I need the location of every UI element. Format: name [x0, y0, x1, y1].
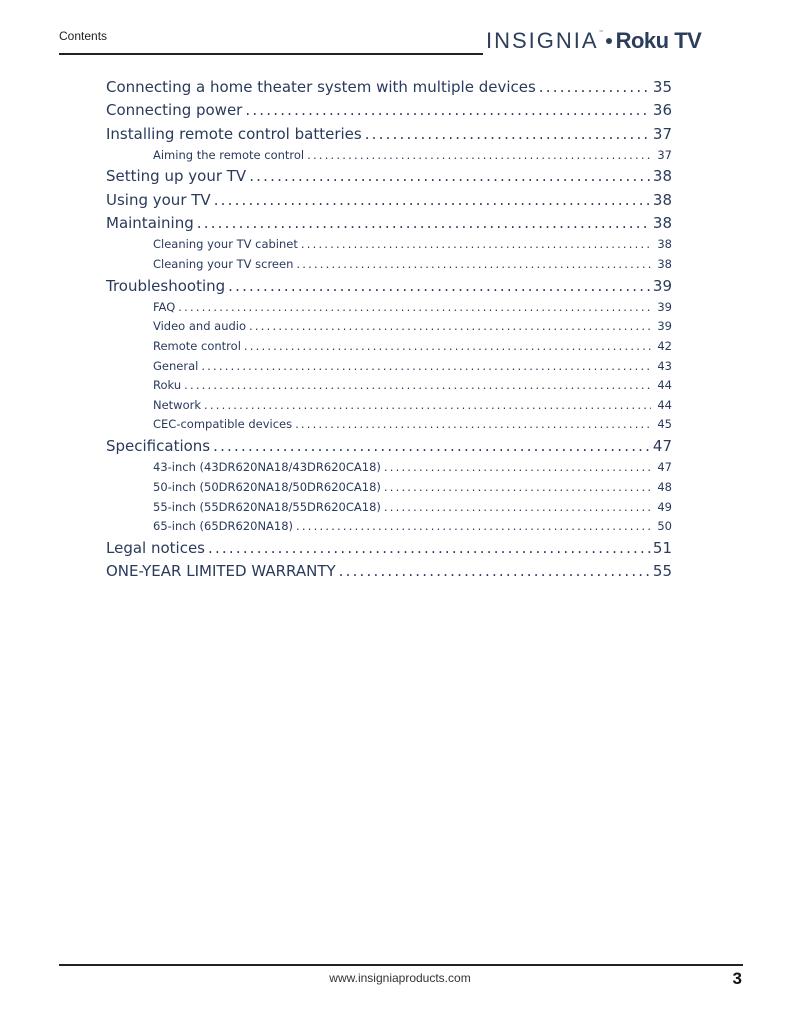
toc-entry-title: Setting up your TV [106, 167, 247, 186]
toc-entry-title: 50-inch (50DR620NA18/50DR620CA18) [153, 479, 381, 494]
dot-leader [201, 359, 651, 373]
logo-insignia-text: INSIGNIA [486, 28, 599, 53]
toc-entry-title: Using your TV [106, 190, 211, 209]
dot-leader [178, 300, 651, 314]
toc-subentry[interactable] [106, 359, 672, 379]
toc-entry-page: 44 [657, 397, 672, 412]
dot-leader [249, 319, 651, 333]
dot-leader [365, 125, 651, 143]
toc-entry-page: 39 [657, 319, 672, 334]
toc-entry-title: Connecting a home theater system with multiple devices [106, 78, 536, 96]
toc-entry[interactable] [106, 167, 672, 190]
toc-entry-page: 51 [652, 538, 672, 557]
dot-leader [301, 237, 651, 251]
dot-leader [208, 539, 651, 557]
toc-entry-page: 45 [657, 417, 672, 432]
logo-roku-tv-text: Roku TV [615, 28, 702, 53]
toc-entry-page: 39 [652, 276, 672, 295]
toc-entry-title: 55-inch (55DR620NA18/55DR620CA18) [153, 499, 381, 514]
dot-leader [249, 167, 651, 185]
toc-entry[interactable] [106, 78, 672, 101]
toc-subentry[interactable] [106, 398, 672, 418]
toc-subentry[interactable] [106, 319, 672, 339]
dot-leader [244, 339, 651, 353]
toc-entry-title: 65-inch (65DR620NA18) [153, 519, 294, 534]
page-number: 3 [732, 969, 742, 988]
toc-entry-page: 47 [657, 460, 672, 475]
toc-entry-title: Troubleshooting [106, 276, 226, 295]
toc-entry-title: Roku [153, 378, 182, 393]
dot-leader [197, 214, 651, 232]
dot-leader [384, 480, 651, 494]
toc-entry-title: Cleaning your TV screen [153, 256, 294, 271]
toc-entry[interactable] [106, 437, 672, 460]
toc-entry-title: Maintaining [106, 214, 194, 233]
toc-entry-page: 47 [652, 437, 672, 456]
toc-subentry[interactable] [106, 460, 672, 480]
toc-entry-page: 50 [657, 519, 672, 534]
toc-entry-page: 55 [652, 561, 672, 580]
toc-entry-title: Remote control [153, 339, 241, 354]
toc-entry-title: General [153, 358, 199, 373]
dot-leader [384, 500, 651, 514]
logo-bullet-icon [606, 38, 612, 44]
dot-leader [245, 101, 651, 119]
toc-entry-page: 36 [652, 101, 672, 120]
toc-subentry[interactable] [106, 500, 672, 520]
toc-entry-title: Cleaning your TV cabinet [153, 237, 298, 252]
toc-entry-page: 43 [657, 358, 672, 373]
toc-entry[interactable] [106, 562, 672, 585]
toc-entry[interactable] [106, 101, 672, 124]
dot-leader [214, 191, 651, 209]
toc-entry-page: 38 [652, 214, 672, 233]
toc-subentry[interactable] [106, 519, 672, 539]
dot-leader [384, 460, 651, 474]
toc-subentry[interactable] [106, 237, 672, 257]
toc-entry-page: 38 [652, 167, 672, 186]
dot-leader [204, 398, 651, 412]
toc-entry-page: 35 [652, 78, 672, 96]
toc-entry-page: 38 [657, 256, 672, 271]
toc-entry-title: Connecting power [106, 101, 243, 120]
toc-entry-page: 37 [652, 124, 672, 143]
toc-entry-page: 49 [657, 499, 672, 514]
toc-subentry[interactable] [106, 378, 672, 398]
brand-logo [486, 28, 701, 54]
toc-entry-title: Legal notices [106, 538, 205, 557]
toc-entry-page: 42 [657, 339, 672, 354]
toc-subentry[interactable] [106, 480, 672, 500]
toc-entry-title: Specifications [106, 437, 211, 456]
toc-entry-page: 38 [657, 237, 672, 252]
header-divider [59, 53, 483, 55]
toc-subentry[interactable] [106, 257, 672, 277]
footer-website-link[interactable]: www.insigniaproducts.com [329, 971, 471, 985]
toc-subentry[interactable] [106, 300, 672, 320]
toc-entry-page: 39 [657, 299, 672, 314]
table-of-contents [106, 78, 672, 585]
toc-entry-title: Aiming the remote control [153, 147, 305, 162]
dot-leader [184, 378, 651, 392]
dot-leader [295, 417, 651, 431]
logo-trademark: ™ [598, 30, 604, 36]
toc-subentry[interactable] [106, 417, 672, 437]
toc-entry[interactable] [106, 539, 672, 562]
dot-leader [307, 148, 651, 162]
footer-divider [59, 964, 743, 966]
toc-subentry[interactable] [106, 148, 672, 168]
dot-leader [539, 78, 651, 96]
toc-subentry[interactable] [106, 339, 672, 359]
dot-leader [339, 562, 651, 580]
toc-entry-title: CEC-compatible devices [153, 417, 293, 432]
toc-entry[interactable] [106, 125, 672, 148]
dot-leader [228, 277, 651, 295]
toc-entry-title: Network [153, 397, 202, 412]
toc-entry-title: 43-inch (43DR620NA18/43DR620CA18) [153, 460, 381, 475]
toc-entry-title: Installing remote control batteries [106, 124, 362, 143]
toc-entry[interactable] [106, 214, 672, 237]
toc-entry[interactable] [106, 191, 672, 214]
dot-leader [213, 437, 651, 455]
toc-entry-page: 44 [657, 378, 672, 393]
toc-entry-title: ONE-YEAR LIMITED WARRANTY [106, 561, 336, 580]
toc-entry-page: 38 [652, 190, 672, 209]
toc-entry-page: 48 [657, 479, 672, 494]
toc-entry-title: FAQ [153, 299, 176, 314]
dot-leader [296, 519, 651, 533]
toc-entry-title: Video and audio [153, 319, 247, 334]
toc-entry-page: 37 [657, 147, 672, 162]
section-label: Contents [59, 29, 108, 43]
toc-entry[interactable] [106, 277, 672, 300]
dot-leader [296, 257, 651, 271]
